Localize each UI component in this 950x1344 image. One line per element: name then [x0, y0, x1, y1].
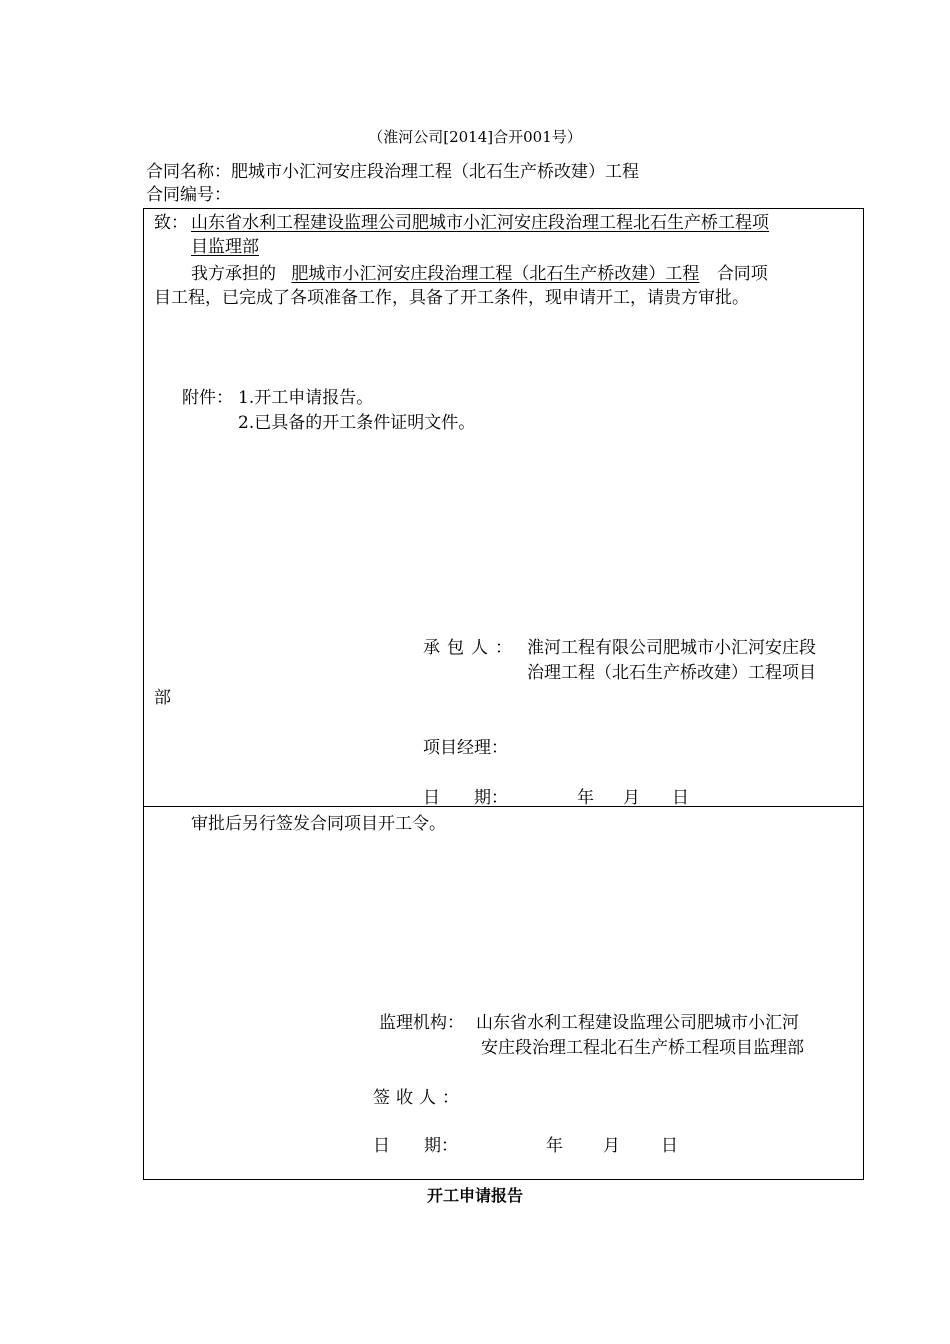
- body-project-name: 肥城市小汇河安庄段治理工程（北石生产桥改建）工程: [291, 264, 700, 284]
- contract-number: 合同编号：: [146, 185, 231, 205]
- attachment-item-2: 2.已具备的开工条件证明文件。: [238, 413, 476, 433]
- project-manager-label: 项目经理：: [423, 738, 508, 758]
- receiver-label: 签收人：: [373, 1088, 465, 1108]
- application-date-label: 日 期：: [423, 788, 508, 808]
- supervisor-label: 监理机构：: [379, 1013, 464, 1033]
- approval-date-month: 月: [603, 1136, 620, 1156]
- document-number: （淮河公司[2014]合开001号）: [368, 128, 582, 146]
- contractor-name-line-2: 治理工程（北石生产桥改建）工程项目: [527, 663, 816, 683]
- body-prefix: 我方承担的: [191, 264, 276, 284]
- application-form-frame: [143, 208, 864, 1180]
- approval-date-label: 日 期：: [373, 1136, 458, 1156]
- supervisor-name-line-1: 山东省水利工程建设监理公司肥城市小汇河: [476, 1013, 799, 1033]
- application-body-line-1: [191, 263, 768, 285]
- contract-name: 合同名称：肥城市小汇河安庄段治理工程（北石生产桥改建）工程: [146, 162, 639, 182]
- contractor-name-line-1: 淮河工程有限公司肥城市小汇河安庄段: [527, 638, 816, 658]
- attachments-label: 附件：: [182, 388, 233, 408]
- attachment-item-1: 1.开工申请报告。: [238, 388, 374, 408]
- recipient-line-2: 目监理部: [191, 237, 259, 257]
- application-date-day: 日: [672, 788, 689, 808]
- application-date-year: 年: [577, 788, 594, 808]
- contractor-label: 承包人：: [423, 638, 519, 658]
- approval-date-day: 日: [661, 1136, 678, 1156]
- recipient-prefix: 致：: [154, 213, 188, 233]
- supervisor-name-line-2: 安庄段治理工程北石生产桥工程项目监理部: [481, 1038, 804, 1058]
- recipient-line-1: 山东省水利工程建设监理公司肥城市小汇河安庄段治理工程北石生产桥工程项: [191, 213, 769, 233]
- approval-note: 审批后另行签发合同项目开工令。: [191, 814, 446, 834]
- application-date-month: 月: [623, 788, 640, 808]
- application-body-line-2: 目工程，已完成了各项准备工作，具备了开工条件，现申请开工，请贵方审批。: [154, 288, 749, 308]
- approval-date-year: 年: [546, 1136, 563, 1156]
- body-suffix: 合同项: [716, 264, 768, 284]
- report-title: 开工申请报告: [426, 1186, 523, 1205]
- contractor-name-line-3: 部: [154, 688, 171, 708]
